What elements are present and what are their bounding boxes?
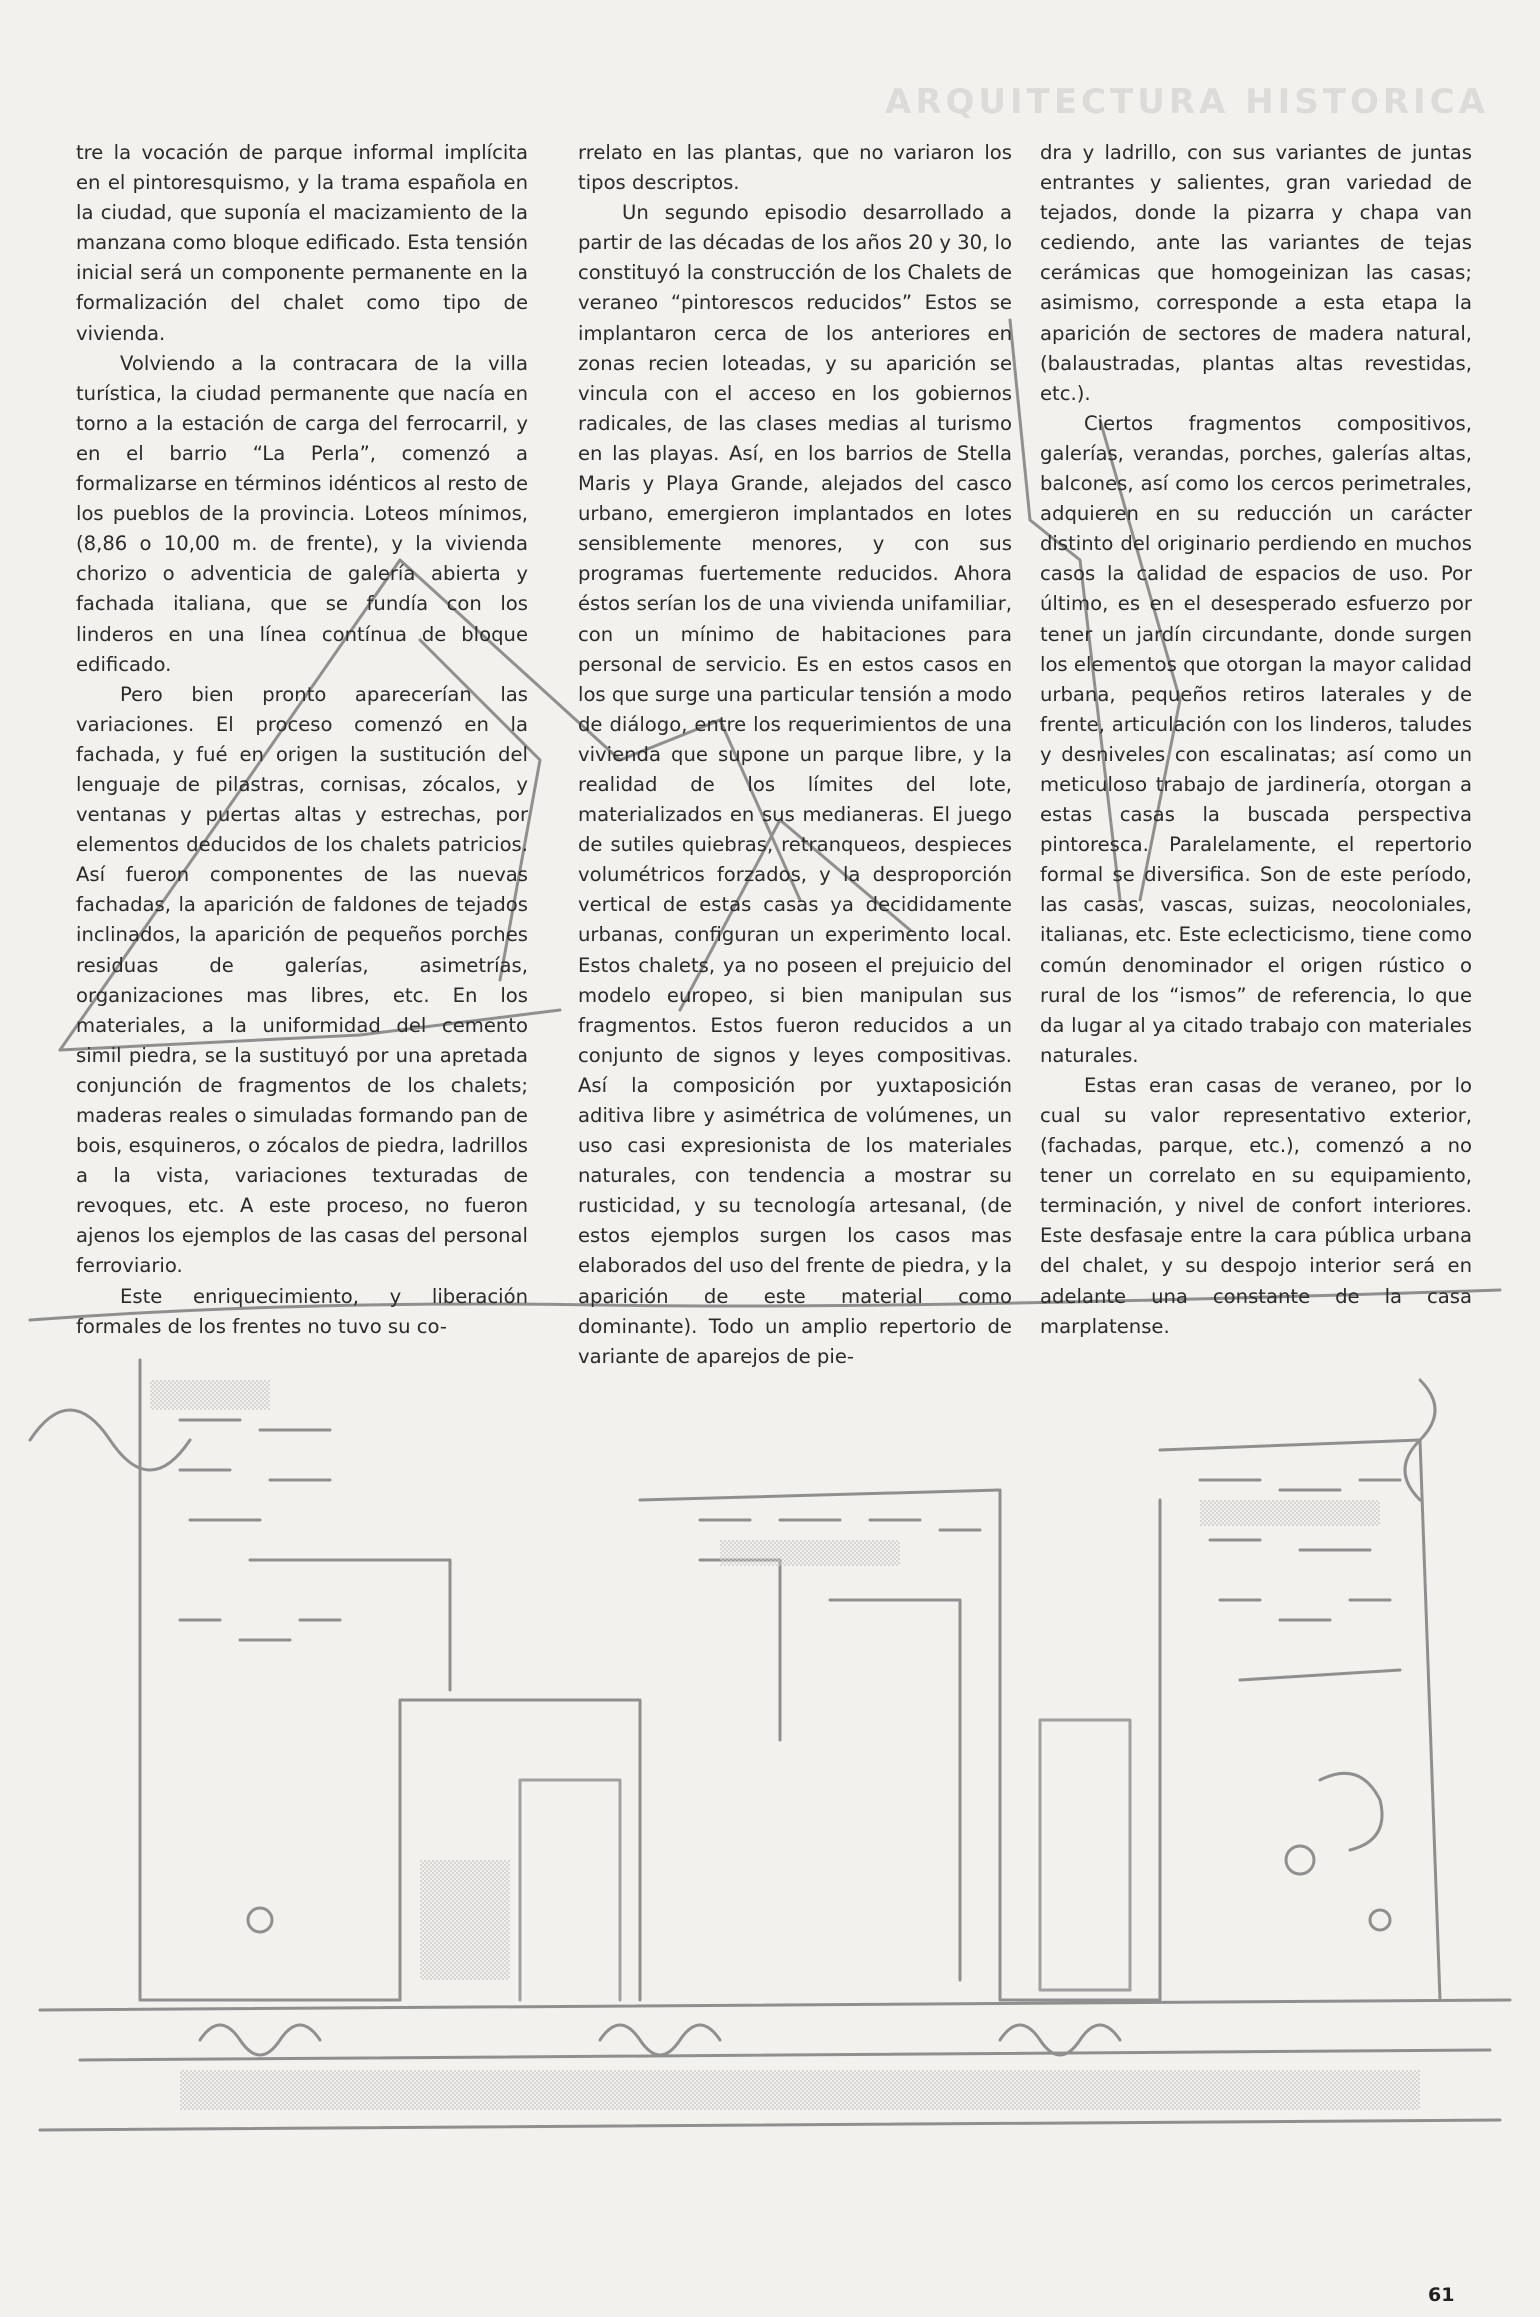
column-3-paragraph-3: Estas eran casas de veraneo, por lo cual su valor representativo exterior, (fachadas, parque, etc.), comenzó a no tener un correlato en su equipamiento, terminación, y nivel de confort interiores. Este desfasaje entre la cara pública urbana del chalet, y su despojo interior será en adelante una constante de la casa marplatense. xyxy=(1040,1073,1472,1338)
column-2-paragraph-1: rrelato en las plantas, que no variaron los tipos descriptos. xyxy=(578,141,1012,195)
text-column-3 xyxy=(1040,138,1472,1342)
column-1-paragraph-3: Pero bien pronto aparecerían las variaciones. El proceso comenzó en la fachada, y fué en origen la sustitución del lenguaje de pilastras, cornisas, zócalos, y ventanas y puertas altas y estrechas, por elementos deducidos de los chalets patricios. Así fueron componentes de las nuevas fachadas, la aparición de faldones de tejados inclinados, la aparición de pequeños porches residuas de galerías, asimetrías, organizaciones mas libres, etc. En los materiales, a la uniformidad del cemento simil piedra, se la sustituyó por una apretada conjunción de fragmentos de los chalets; maderas reales o simuladas formando pan de bois, esquineros, o zócalos de piedra, ladrillos a la vista, variaciones texturadas de revoques, etc. A este proceso, no fueron ajenos los ejemplos de las casas del personal ferroviario. xyxy=(76,682,528,1278)
show-through-header: ARQUITECTURA HISTORICA xyxy=(885,82,1489,122)
column-3-paragraph-1: dra y ladrillo, con sus variantes de juntas entrantes y salientes, gran variedad de tejados, donde la pizarra y chapa van cediendo, ante las variantes de tejas cerámicas que homogeinizan las casas; asimismo, corresponde a esta etapa la aparición de sectores de madera natural, (balaustradas, plantas altas revestidas, etc.). xyxy=(1040,141,1472,405)
column-2-paragraph-2: Un segundo episodio desarrollado a partir de las décadas de los años 20 y 30, lo constituyó la construcción de los Chalets de veraneo “pintorescos reducidos” Estos se implantaron cerca de los anteriores en zonas recien loteadas, y su aparición se vincula con el acceso en los gobiernos radicales, de las clases medias al turismo en las playas. Así, en los barrios de Stella Maris y Playa Grande, alejados del casco urbano, emergieron implantados en lotes sensiblemente menores, y con sus programas fuertemente reducidos. Ahora éstos serían los de una vivienda unifamiliar, con un mínimo de habitaciones para personal de servicio. Es en estos casos en los que surge una particular tensión a modo de diálogo, entre los requerimientos de una vivienda que supone un parque libre, y la realidad de los límites del lote, materializados en sus medianeras. El juego de sutiles quiebras, retranqueos, despieces volumétricos forzados, y la desproporción vertical de estas casas ya decididamente urbanas, configuran un experimento local. Estos chalets, ya no poseen el prejuicio del modelo europeo, si bien manipulan sus fragmentos. Estos fueron reducidos a un conjunto de signos y leyes compositivas. Así la composición por yuxtaposición aditiva libre y asimétrica de volúmenes, un uso casi expresionista de los materiales naturales, con tendencia a mostrar su rusticidad, y su tecnología artesanal, (de estos ejemplos surgen los casos mas elaborados del uso del frente de piedra, y la aparición de este material como dominante). Todo un amplio repertorio de variante de aparejos de pie- xyxy=(578,201,1012,1368)
column-1-paragraph-1: tre la vocación de parque informal implícita en el pintoresquismo, y la trama española en la ciudad, que suponía el macizamiento de la manzana como bloque edificado. Esta tensión inicial será un componente permanente en la formalización del chalet como tipo de vivienda. xyxy=(76,141,528,345)
text-column-1 xyxy=(76,138,528,1342)
column-1-paragraph-4: Este enriquecimiento, y liberación formales de los frentes no tuvo su co- xyxy=(76,1284,528,1338)
column-3-paragraph-2: Ciertos fragmentos compositivos, galerías, verandas, porches, galerías altas, balcones, así como los cercos perimetrales, adquieren en su reducción un carácter distinto del originario perdiendo en muchos casos la calidad de espacios de uso. Por último, es en el desesperado esfuerzo por tener un jardín circundante, donde surgen los elementos que otorgan la mayor calidad urbana, pequeños retiros laterales y de frente, articulación con los linderos, taludes y desniveles con escalinatas; así como un meticuloso trabajo de jardinería, otorgan a estas casas la buscada perspectiva pintoresca. Paralelamente, el repertorio formal se diversifica. Son de este período, las casas, vascas, suizas, neocoloniales, italianas, etc. Este eclecticismo, tiene como común denominador el origen rústico o rural de los “ismos” de referencia, lo que da lugar al ya citado trabajo con materiales naturales. xyxy=(1040,411,1472,1067)
page-number: 61 xyxy=(1428,2284,1455,2306)
text-column-2 xyxy=(578,138,1012,1372)
column-1-paragraph-2: Volviendo a la contracara de la villa turística, la ciudad permanente que nacía en torno a la estación de carga del ferrocarril, y en el barrio “La Perla”, comenzó a formalizarse en términos idénticos al resto de los pueblos de la provincia. Loteos mínimos, (8,86 o 10,00 m. de frente), y la vivienda chorizo o adventicia de galería abierta y fachada italiana, que se fundía con los linderos en una línea contínua de bloque edificado. xyxy=(76,351,528,676)
